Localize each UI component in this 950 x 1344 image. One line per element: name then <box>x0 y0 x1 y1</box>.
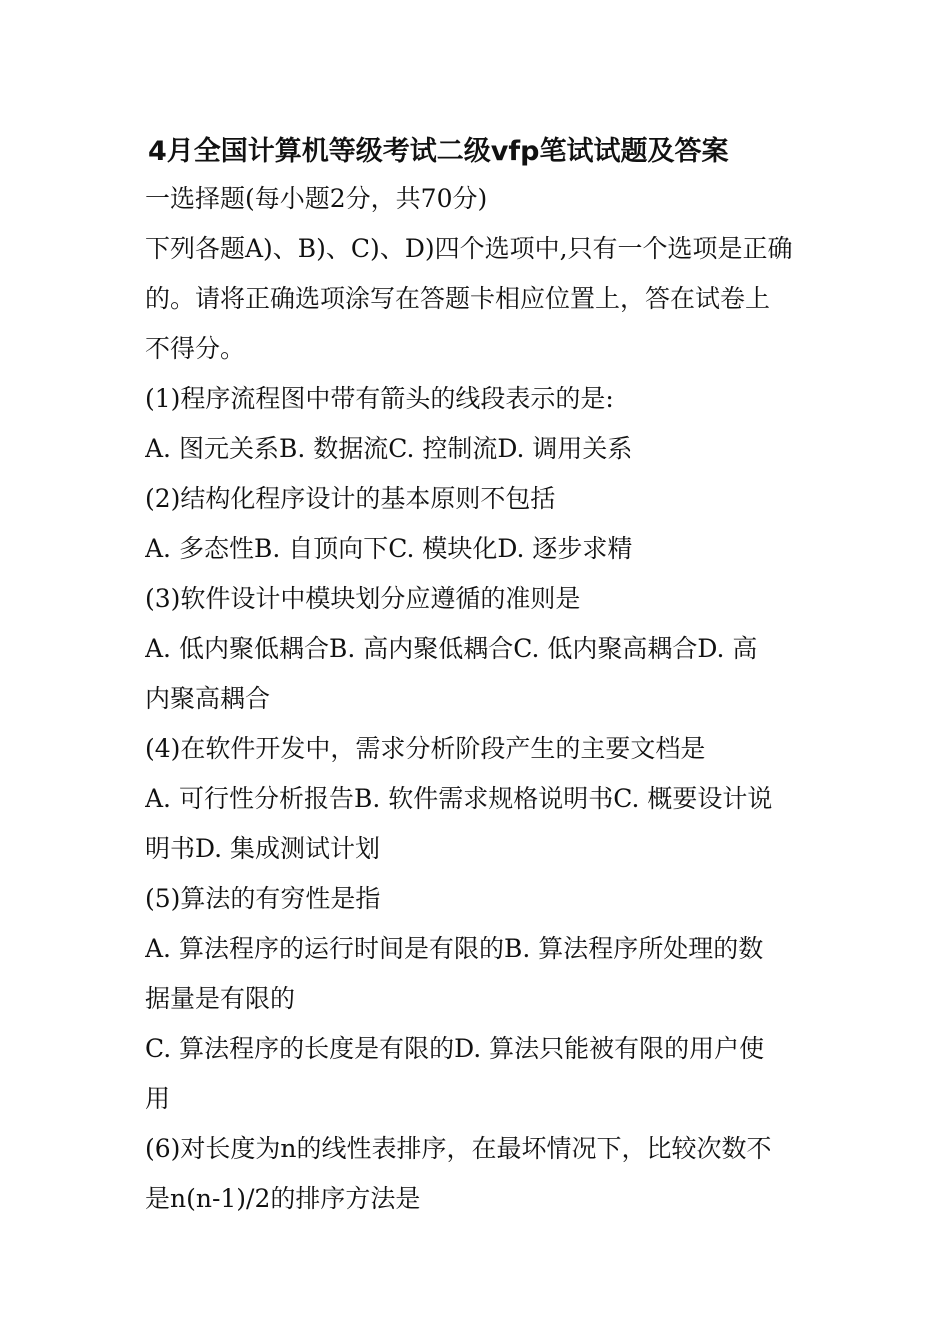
document-title: 4月全国计算机等级考试二级vfp笔试试题及答案 <box>148 136 729 167</box>
question-3: (3)软件设计中模块划分应遵循的准则是 <box>145 584 581 613</box>
text-line-section-heading: 一选择题(每小题2分，共70分) <box>145 184 488 213</box>
question-5-options: A. 算法程序的运行时间是有限的B. 算法程序所处理的数 <box>145 934 764 963</box>
question-4: (4)在软件开发中，需求分析阶段产生的主要文档是 <box>145 734 706 763</box>
question-4-options: A. 可行性分析报告B. 软件需求规格说明书C. 概要设计说 <box>145 784 773 813</box>
question-3-options: A. 低内聚低耦合B. 高内聚低耦合C. 低内聚高耦合D. 高 <box>145 634 758 663</box>
question-4-options-cont: 明书D. 集成测试计划 <box>145 834 381 863</box>
question-5-options-cont: 据量是有限的 <box>145 984 296 1013</box>
question-6: (6)对长度为n的线性表排序，在最坏情况下，比较次数不 <box>145 1134 772 1163</box>
question-6-cont: 是n(n-1)/2的排序方法是 <box>145 1184 421 1213</box>
question-5: (5)算法的有穷性是指 <box>145 884 381 913</box>
question-1: (1)程序流程图中带有箭头的线段表示的是: <box>145 384 614 413</box>
text-line-instructions-1: 下列各题A)、B)、C)、D)四个选项中,只有一个选项是正确 <box>145 234 793 263</box>
question-3-options-cont: 内聚高耦合 <box>145 684 271 713</box>
document-body <box>145 179 825 1229</box>
question-5-options-2: C. 算法程序的长度是有限的D. 算法只能被有限的用户使 <box>145 1034 765 1063</box>
text-line-instructions-3: 不得分。 <box>145 334 246 363</box>
question-1-options: A. 图元关系B. 数据流C. 控制流D. 调用关系 <box>145 434 633 463</box>
question-5-options-2-cont: 用 <box>145 1084 171 1113</box>
question-2: (2)结构化程序设计的基本原则不包括 <box>145 484 556 513</box>
text-line-instructions-2: 的。请将正确选项涂写在答题卡相应位置上，答在试卷上 <box>145 284 771 313</box>
question-2-options: A. 多态性B. 自顶向下C. 模块化D. 逐步求精 <box>145 534 633 563</box>
